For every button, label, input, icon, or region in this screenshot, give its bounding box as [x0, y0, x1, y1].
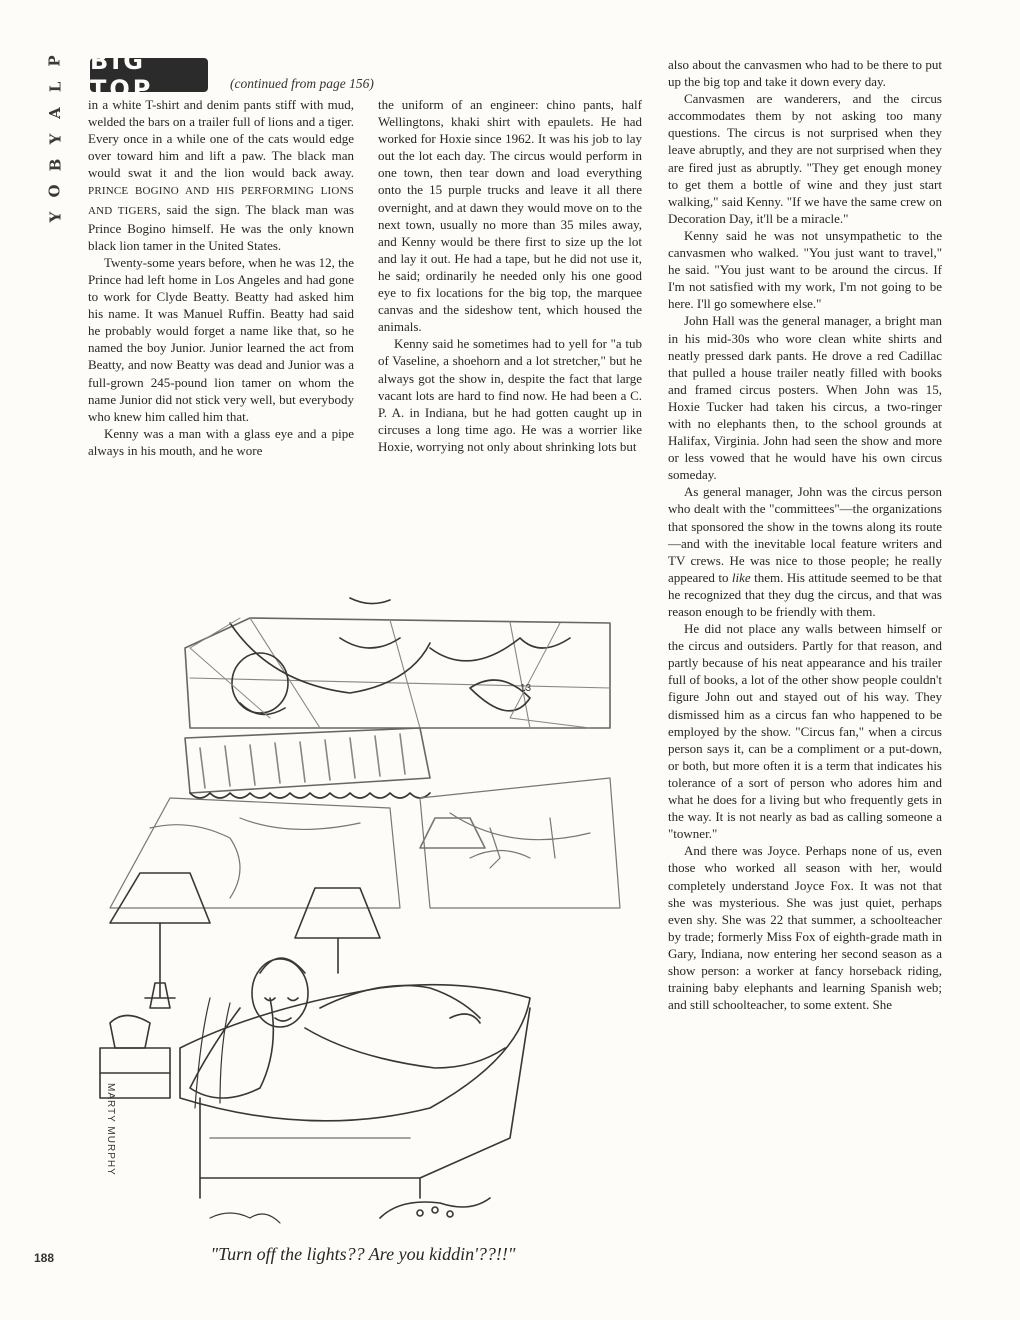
- text-column-1: [88, 96, 354, 459]
- cartoon-caption: "Turn off the lights?? Are you kiddin'??!!": [210, 1244, 516, 1264]
- paragraph: Kenny said he was not unsympathetic to the canvasmen who walked. "You just want to travel," he said. "You just want to be around the circus. If I'm not satisfied with my work, I'm not going to be here. I'll go somewhere else.": [668, 227, 942, 312]
- paragraph: Canvasmen are wanderers, and the circus accommodates them by not asking too many questions. The circus is not surprised when they leave abruptly, and they are not surprised when they are fired just as abruptly. "They get enough money to get them a bottle of wine and they just start walking," said Kenny. "If we have the same crew on Decoration Day, it'll be a miracle.": [668, 91, 942, 226]
- couple-in-bed: [190, 958, 505, 1108]
- artist-signature: MARTY MURPHY: [105, 1083, 116, 1176]
- magazine-letter: O: [45, 184, 64, 198]
- paragraph: Twenty-some years before, when he was 12, the Prince had left home in Los Angeles and had gone to work for Clyde Beatty. Beatty had asked him his name. It was Manuel Ruffin. Beatty had said he probably would forget a name like that, so he named the boy Junior. Junior learned the act from Beatty, and now Beatty was dead and Junior was a full-grown 245-pound lion tamer on whom the name Junior did not stick very well, but everybody who knew him called him that.: [88, 254, 354, 424]
- paragraph: As general manager, John was the circus person who dealt with the "committees"—the organizations that sponsored the show in the towns along its route—and with the inevitable local feature writers and TV crews. He was nice to those people; he really appeared to like them. His attitude seemed to be that he recognized that they dug the circus, and that was reason enough to be friendly with them.: [668, 484, 942, 619]
- magazine-letter: A: [45, 107, 64, 119]
- paragraph: And there was Joyce. Perhaps none of us, even those who worked all season with her, would completely understand Joyce Fox. It was not that she was mysterious. She was just quiet, perhaps even shy. She was 22 that summer, a schoolteacher by trade; formerly Miss Fox of eighth-grade math in Gary, Indiana, now entering her second season as a show person: a worker at fancy horseback riding, training baby elephants and learning Spanish web; and still schoolteacher, to some extent. She: [668, 843, 942, 1013]
- sign-number: 13: [520, 683, 532, 694]
- paragraph: the uniform of an engineer: chino pants, half Wellingtons, khaki shirt with epaulets. He had worked for Hoxie since 1962. It was his job to lay out the lot each day. The circus would perform in one town, then tear down and load everything onto the 15 purple trucks and leave it all there overnight, and at dawn they would move on to the next town, usually no more than 35 miles away, and Kenny would be there first to size up the lot and lay it out. He had a tape, but he did not use it, he said; ordinarily he needed only his one good eye to fix locations for the big top, the marquee canvas and the sideshow tent, which housed the animals.: [378, 97, 642, 335]
- telephone: [110, 1016, 150, 1049]
- article-logo: [90, 47, 208, 103]
- cartoon-illustration: [90, 578, 636, 1230]
- paragraph: also about the canvasmen who had to be there to put up the big top and take it down every day.: [668, 57, 942, 90]
- curtain-awning: [185, 728, 430, 798]
- bedside-table: [100, 983, 170, 1098]
- paragraph: in a white T-shirt and denim pants stiff with mud, welded the bars on a trailer full of lions and a tiger. Every once in a while one of the cats would edge over toward him and lift a paw. The black man would swat it and the lion would back away. PRINCE BOGINO AND HIS PERFORMING LIONS AND TIGERS, said the sign. The black man was Prince Bogino himself. He was the only known black lion tamer in the United States.: [88, 97, 354, 253]
- magazine-letter: L: [45, 81, 64, 93]
- floor-items: [210, 1198, 490, 1223]
- sign-text: PRINCE BOGINO AND HIS PERFORMING LIONS AND TIGERS: [88, 185, 354, 217]
- paragraph: He did not place any walls between himself or the circus and outsiders. Partly for that reason, and partly because of his neat appearance and his trailer full of books, a lot of the other show people couldn't figure John out and stayed out of his way. They dismissed him as a circus fan who happened to be employed by the show. "Circus fan," when a circus person says it, can be a compliment or a put-down, or both, but more often it is a term that indicates his tolerance of a sort of person who adores him and what he does for a living but who frequently gets in the way. It is not nearly as bad as calling someone a "towner.": [668, 621, 942, 842]
- magazine-letter: P: [46, 55, 64, 67]
- paragraph: John Hall was the general manager, a bright man in his mid-30s who wore clean white shirts and neatly pressed dark pants. He drove a red Cadillac that pulled a house trailer neatly filled with books and framed circus posters. When John was 15, Hoxie Tucker had taken his circus, a two-ringer with no elephants then, to the school grounds at Halifax, Virginia. John had seen the show and more or less vowed that he would have his own circus someday.: [668, 313, 942, 483]
- magazine-letter: Y: [46, 133, 64, 145]
- text-column-3: [668, 56, 942, 1013]
- article-logo-text: BIG TOP: [90, 47, 154, 103]
- text-column-2: [378, 96, 642, 455]
- magazine-letter: Y: [46, 211, 64, 223]
- magazine-sidebar-title: [40, 52, 70, 226]
- magazine-letter: B: [46, 158, 64, 172]
- paragraph: Kenny said he sometimes had to yell for "a tub of Vaseline, a shoehorn and a lot stretcher," but he always got the show in, despite the fact that large vacant lots are hard to find now. He had been a C. P. A. in Indiana, but he had gotten caught up in circuses a long time ago. He was a worrier like Hoxie, worrying not only about shrinking lots but: [378, 336, 642, 454]
- mirrored-ceiling: [185, 598, 610, 728]
- page-number: 188: [34, 1251, 55, 1265]
- paragraph: Kenny was a man with a glass eye and a pipe always in his mouth, and he wore: [88, 425, 354, 458]
- continued-note: (continued from page 156): [230, 76, 374, 91]
